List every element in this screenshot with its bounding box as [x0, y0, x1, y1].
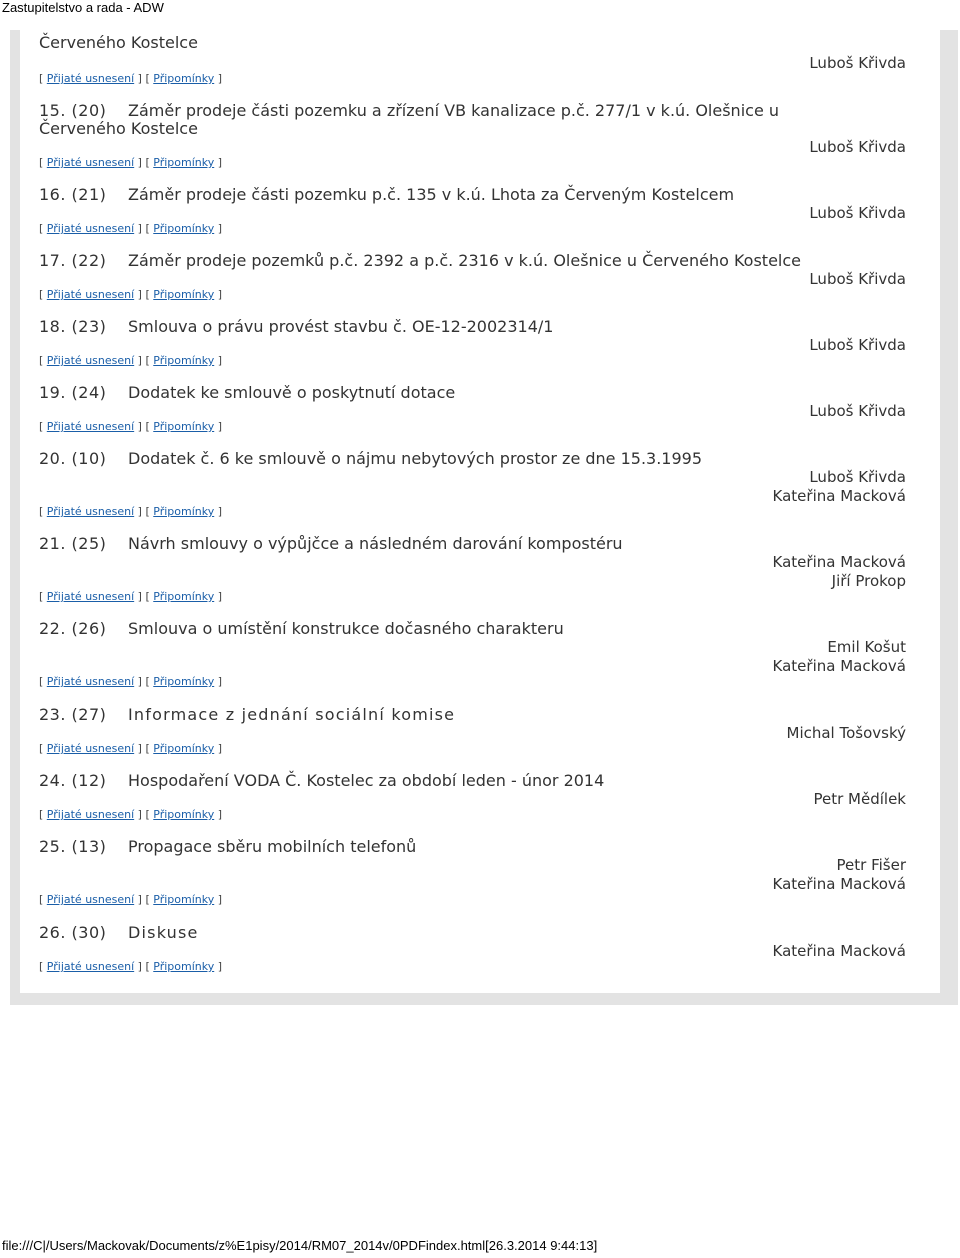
agenda-item-links: [ Přijaté usnesení ] [ Připomínky ] [39, 222, 223, 235]
agenda-item-links: [ Přijaté usnesení ] [ Připomínky ] [39, 893, 223, 906]
accepted-resolution-link[interactable]: Přijaté usnesení [46, 675, 135, 688]
responsible-person: Emil Košut [827, 638, 906, 656]
responsible-person: Luboš Křivda [809, 468, 906, 486]
agenda-item-number: 20. (10) [39, 449, 107, 468]
agenda-item-number: 24. (12) [39, 771, 107, 790]
responsible-person: Petr Fišer [836, 856, 906, 874]
responsible-person: Luboš Křivda [809, 336, 906, 354]
accepted-resolution-link[interactable]: Přijaté usnesení [46, 288, 135, 301]
page-header-title: Zastupitelstvo a rada - ADW [2, 0, 164, 15]
agenda-item-number: 19. (24) [39, 383, 107, 402]
agenda-item-number: 21. (25) [39, 534, 107, 553]
responsible-person: Luboš Křivda [809, 402, 906, 420]
comments-link[interactable]: Připomínky [153, 808, 215, 821]
agenda-item-title-continuation: Červeného Kostelce [39, 119, 198, 138]
agenda-item-title: Záměr prodeje části pozemku a zřízení VB kanalizace p.č. 277/1 v k.ú. Olešnice u [128, 101, 780, 120]
agenda-item-title: Záměr prodeje pozemků p.č. 2392 a p.č. 2316 v k.ú. Olešnice u Červeného Kostelce [128, 251, 802, 270]
responsible-person: Petr Mědílek [813, 790, 906, 808]
agenda-item-number: 26. (30) [39, 923, 107, 942]
comments-link[interactable]: Připomínky [153, 893, 215, 906]
responsible-person: Jiří Prokop [831, 572, 906, 590]
agenda-item-title: Informace z jednání sociální komise [128, 705, 456, 724]
accepted-resolution-link[interactable]: Přijaté usnesení [46, 222, 135, 235]
comments-link[interactable]: Připomínky [153, 505, 215, 518]
agenda-item-title-continuation: Červeného Kostelce [39, 33, 198, 52]
agenda-item-number: 18. (23) [39, 317, 107, 336]
agenda-list [20, 30, 940, 993]
agenda-item-title: Návrh smlouvy o výpůjčce a následném darování kompostéru [128, 534, 623, 553]
agenda-item-number: 16. (21) [39, 185, 107, 204]
responsible-person: Kateřina Macková [772, 875, 906, 893]
agenda-item-links: [ Přijaté usnesení ] [ Připomínky ] [39, 505, 223, 518]
agenda-item-number: 15. (20) [39, 101, 107, 120]
accepted-resolution-link[interactable]: Přijaté usnesení [46, 72, 135, 85]
responsible-person: Kateřina Macková [772, 487, 906, 505]
agenda-item-title: Záměr prodeje části pozemku p.č. 135 v k.ú. Lhota za Červeným Kostelcem [128, 185, 735, 204]
responsible-person: Luboš Křivda [809, 270, 906, 288]
agenda-item-title: Diskuse [128, 923, 199, 942]
comments-link[interactable]: Připomínky [153, 675, 215, 688]
comments-link[interactable]: Připomínky [153, 222, 215, 235]
responsible-person: Luboš Křivda [809, 138, 906, 156]
agenda-item-title: Dodatek ke smlouvě o poskytnutí dotace [128, 383, 456, 402]
comments-link[interactable]: Připomínky [153, 420, 215, 433]
agenda-item-number: 23. (27) [39, 705, 107, 724]
page-footer-path: file:///C|/Users/Mackovak/Documents/z%E1pisy/2014/RM07_2014v/0PDFindex.html[26.3.2014 9:44:13] [2, 1238, 598, 1253]
agenda-item-title: Propagace sběru mobilních telefonů [128, 837, 417, 856]
responsible-person: Michal Tošovský [786, 724, 906, 742]
agenda-item-links: [ Přijaté usnesení ] [ Připomínky ] [39, 420, 223, 433]
agenda-item-title: Smlouva o právu provést stavbu č. OE-12-2002314/1 [128, 317, 554, 336]
accepted-resolution-link[interactable]: Přijaté usnesení [46, 742, 135, 755]
comments-link[interactable]: Připomínky [153, 590, 215, 603]
agenda-item-number: 22. (26) [39, 619, 107, 638]
accepted-resolution-link[interactable]: Přijaté usnesení [46, 893, 135, 906]
responsible-person: Kateřina Macková [772, 657, 906, 675]
accepted-resolution-link[interactable]: Přijaté usnesení [46, 420, 135, 433]
agenda-item-links: [ Přijaté usnesení ] [ Připomínky ] [39, 590, 223, 603]
agenda-item-title: Dodatek č. 6 ke smlouvě o nájmu nebytových prostor ze dne 15.3.1995 [128, 449, 703, 468]
accepted-resolution-link[interactable]: Přijaté usnesení [46, 354, 135, 367]
accepted-resolution-link[interactable]: Přijaté usnesení [46, 808, 135, 821]
accepted-resolution-link[interactable]: Přijaté usnesení [46, 960, 135, 973]
comments-link[interactable]: Připomínky [153, 354, 215, 367]
comments-link[interactable]: Připomínky [153, 960, 215, 973]
agenda-item-links: [ Přijaté usnesení ] [ Připomínky ] [39, 675, 223, 688]
agenda-item-links: [ Přijaté usnesení ] [ Připomínky ] [39, 354, 223, 367]
agenda-item-number: 17. (22) [39, 251, 107, 270]
accepted-resolution-link[interactable]: Přijaté usnesení [46, 156, 135, 169]
responsible-person: Kateřina Macková [772, 942, 906, 960]
agenda-item-links: [ Přijaté usnesení ] [ Připomínky ] [39, 960, 223, 973]
agenda-item-links: [ Přijaté usnesení ] [ Připomínky ] [39, 156, 223, 169]
agenda-item-title: Hospodaření VODA Č. Kostelec za období leden - únor 2014 [128, 771, 605, 790]
agenda-item-links: [ Přijaté usnesení ] [ Připomínky ] [39, 72, 223, 85]
comments-link[interactable]: Připomínky [153, 72, 215, 85]
responsible-person: Luboš Křivda [809, 204, 906, 222]
agenda-item-links: [ Přijaté usnesení ] [ Připomínky ] [39, 808, 223, 821]
comments-link[interactable]: Připomínky [153, 288, 215, 301]
agenda-item-links: [ Přijaté usnesení ] [ Připomínky ] [39, 742, 223, 755]
accepted-resolution-link[interactable]: Přijaté usnesení [46, 590, 135, 603]
agenda-item-title: Smlouva o umístění konstrukce dočasného charakteru [128, 619, 564, 638]
agenda-item-links: [ Přijaté usnesení ] [ Připomínky ] [39, 288, 223, 301]
comments-link[interactable]: Připomínky [153, 156, 215, 169]
comments-link[interactable]: Připomínky [153, 742, 215, 755]
responsible-person: Kateřina Macková [772, 553, 906, 571]
accepted-resolution-link[interactable]: Přijaté usnesení [46, 505, 135, 518]
agenda-item-number: 25. (13) [39, 837, 107, 856]
responsible-person: Luboš Křivda [809, 54, 906, 72]
